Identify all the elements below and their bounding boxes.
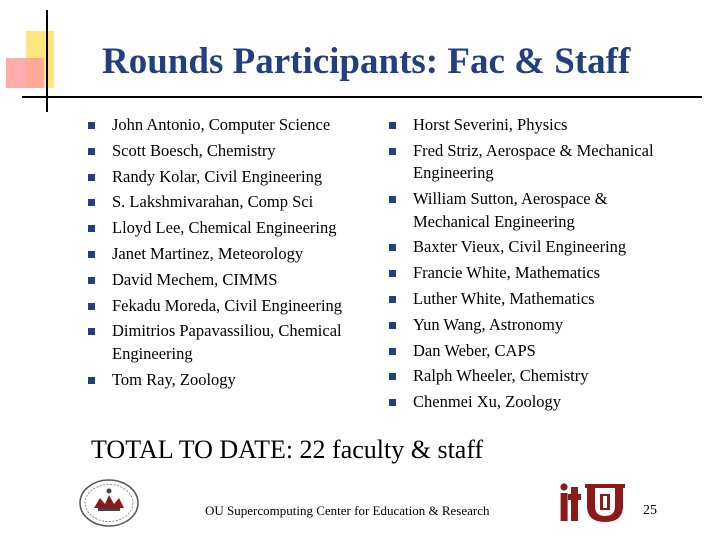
list-item: Chenmei Xu, Zoology	[389, 391, 679, 414]
list-item: Tom Ray, Zoology	[88, 369, 368, 392]
list-item: William Sutton, Aerospace & Mechanical Engineering	[389, 188, 679, 233]
square-bullet-icon	[389, 322, 396, 329]
list-item: Lloyd Lee, Chemical Engineering	[88, 217, 368, 240]
list-item: Janet Martinez, Meteorology	[88, 243, 368, 266]
list-item: Francie White, Mathematics	[389, 262, 679, 285]
ou-seal-logo	[78, 478, 140, 528]
total-count-text: TOTAL TO DATE: 22 faculty & staff	[91, 435, 484, 464]
list-item: Luther White, Mathematics	[389, 288, 679, 311]
slide-title: Rounds Participants: Fac & Staff	[102, 41, 631, 82]
left-participant-list	[88, 114, 368, 394]
square-bullet-icon	[88, 303, 95, 310]
list-item: Dimitrios Papavassiliou, Chemical Engineering	[88, 320, 368, 365]
square-bullet-icon	[88, 148, 95, 155]
square-bullet-icon	[88, 277, 95, 284]
list-item: David Mechem, CIMMS	[88, 269, 368, 292]
square-bullet-icon	[88, 328, 95, 335]
list-item: Horst Severini, Physics	[389, 114, 679, 137]
list-item: Fekadu Moreda, Civil Engineering	[88, 295, 368, 318]
decorative-pink-square	[6, 58, 44, 88]
list-item: Scott Boesch, Chemistry	[88, 140, 368, 163]
list-item: John Antonio, Computer Science	[88, 114, 368, 137]
title-divider-line	[22, 96, 702, 98]
square-bullet-icon	[389, 348, 396, 355]
list-item: Baxter Vieux, Civil Engineering	[389, 236, 679, 259]
square-bullet-icon	[88, 251, 95, 258]
square-bullet-icon	[389, 244, 396, 251]
list-item: S. Lakshmivarahan, Comp Sci	[88, 191, 368, 214]
footer-text: OU Supercomputing Center for Education & Research	[205, 503, 490, 518]
square-bullet-icon	[389, 270, 396, 277]
square-bullet-icon	[88, 122, 95, 129]
list-item: Dan Weber, CAPS	[389, 340, 679, 363]
page-number: 25	[643, 503, 657, 518]
square-bullet-icon	[389, 399, 396, 406]
right-participant-list	[389, 114, 679, 417]
list-item: Randy Kolar, Civil Engineering	[88, 166, 368, 189]
square-bullet-icon	[88, 377, 95, 384]
square-bullet-icon	[88, 199, 95, 206]
square-bullet-icon	[389, 196, 396, 203]
list-item: Fred Striz, Aerospace & Mechanical Engineering	[389, 140, 679, 185]
square-bullet-icon	[389, 148, 396, 155]
square-bullet-icon	[389, 373, 396, 380]
it-ou-logo	[558, 478, 628, 526]
square-bullet-icon	[389, 122, 396, 129]
list-item: Yun Wang, Astronomy	[389, 314, 679, 337]
square-bullet-icon	[88, 174, 95, 181]
square-bullet-icon	[88, 225, 95, 232]
list-item: Ralph Wheeler, Chemistry	[389, 365, 679, 388]
square-bullet-icon	[389, 296, 396, 303]
